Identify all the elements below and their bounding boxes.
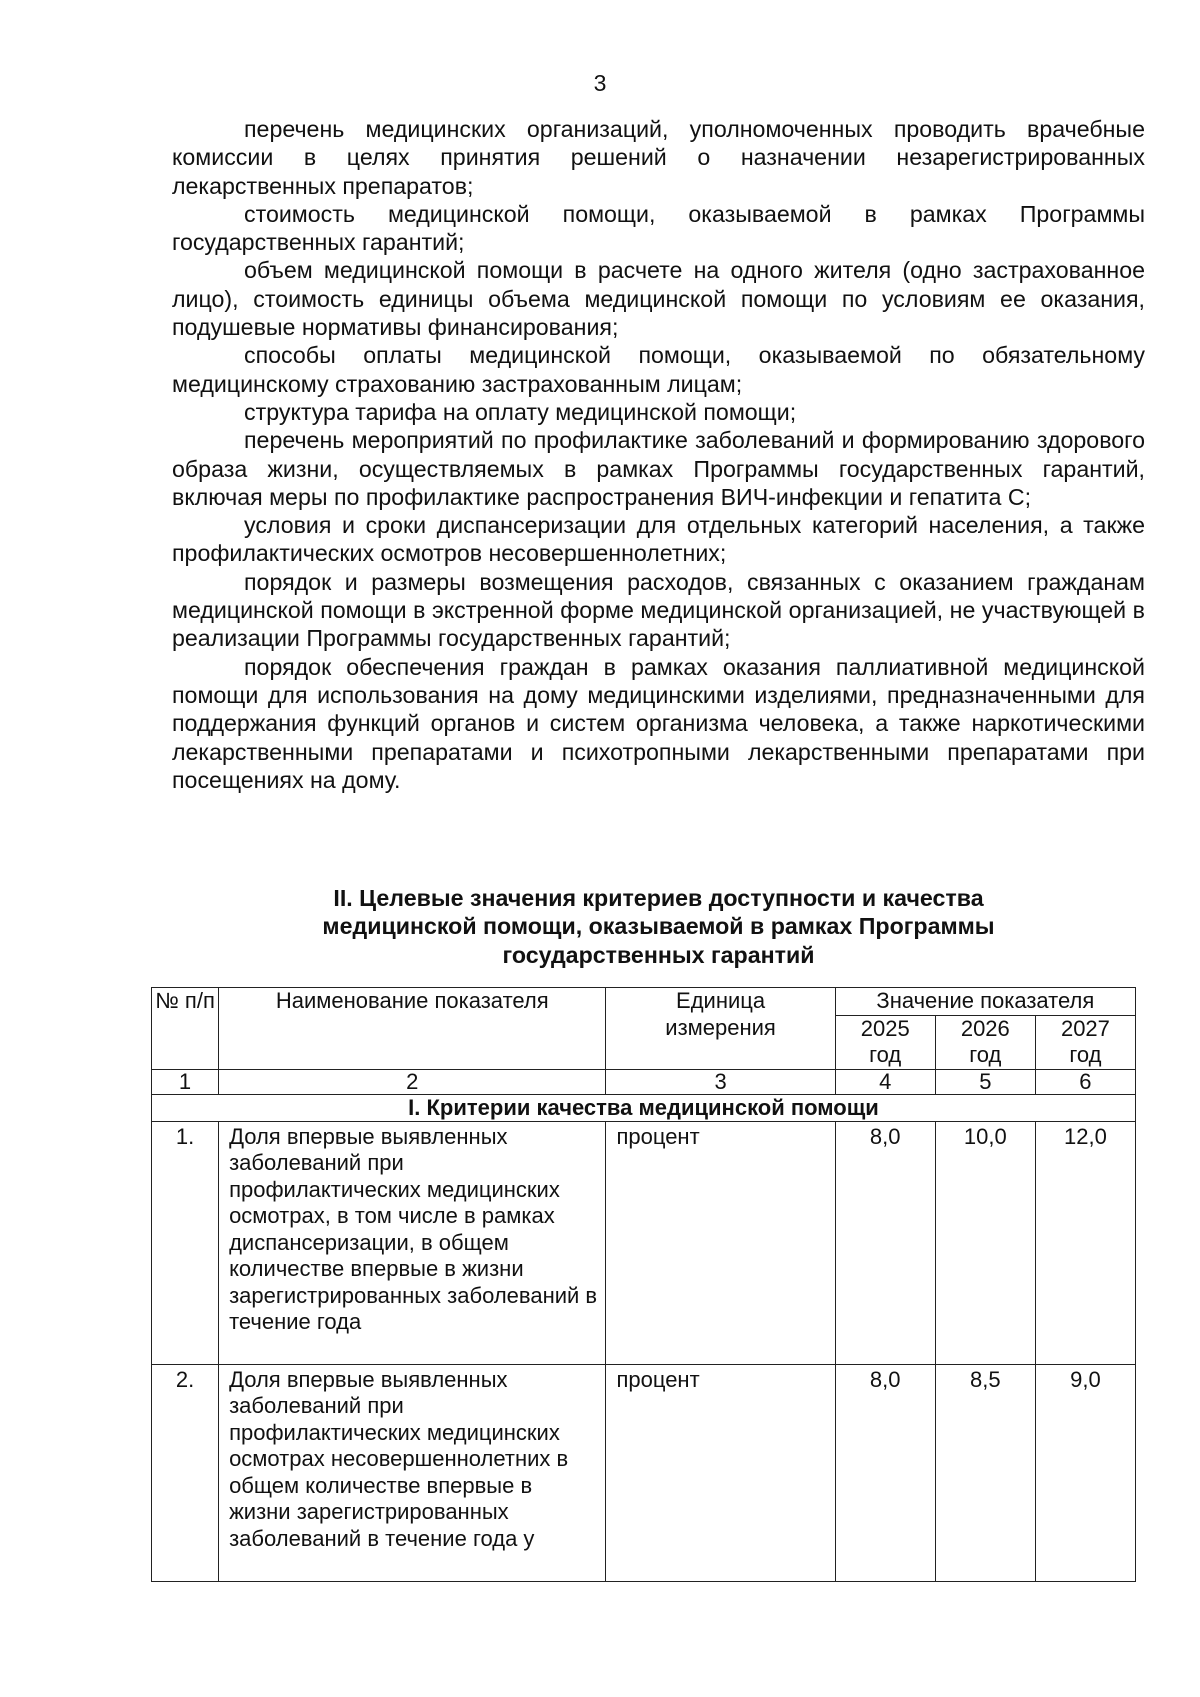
row-value-2025: 8,0 xyxy=(835,1364,935,1581)
section-title-line: медицинской помощи, оказываемой в рамках Программы xyxy=(322,913,995,940)
row-value-2025: 8,0 xyxy=(835,1121,935,1364)
row-name: Доля впервые выявленных заболеваний при профилактических медицинских осмотрах, в том числе в рамках диспансеризации, в общем количестве впервые в жизни зарегистрированных заболеваний в течение года xyxy=(219,1121,606,1364)
section-title xyxy=(172,884,1145,969)
column-index: 2 xyxy=(219,1069,606,1094)
paragraph-dispensarization: условия и сроки диспансеризации для отдельных категорий населения, а также профилактических осмотров несовершеннолетних; xyxy=(172,512,1145,567)
header-year-2025: 2025 год xyxy=(835,1015,935,1069)
column-index: 6 xyxy=(1035,1069,1135,1094)
header-num: № п/п xyxy=(152,988,219,1070)
criteria-table xyxy=(151,987,1136,1582)
paragraph-care-cost: стоимость медицинской помощи, оказываемой в рамках Программы государственных гарантий; xyxy=(172,200,1145,256)
paragraph-tariff-structure: структура тарифа на оплату медицинской помощи; xyxy=(244,398,797,425)
table-row xyxy=(152,1364,1136,1581)
paragraph-care-volume: объем медицинской помощи в расчете на одного жителя (одно застрахованное лицо), стоимость единицы объема медицинской помощи по условиям ее оказания, подушевые нормативы финансирования; xyxy=(172,257,1145,341)
table-header-row xyxy=(152,988,1136,1016)
section-title-line: государственных гарантий xyxy=(502,941,815,968)
header-unit: Единица измерения xyxy=(606,988,835,1070)
row-value-2027: 12,0 xyxy=(1035,1121,1135,1364)
page-number: 3 xyxy=(593,70,607,96)
section-title-line: II. Целевые значения критериев доступности и качества xyxy=(333,885,984,911)
column-index: 4 xyxy=(835,1069,935,1094)
paragraph-palliative-care: порядок обеспечения граждан в рамках оказания паллиативной медицинской помощи для использования на дому медицинскими изделиями, предназначенными для поддержания функций органов и систем организма человека, а также наркотическими лекарственными препаратами и психотропными лекарственными препаратами при посещениях на дому. xyxy=(172,653,1145,793)
row-value-2026: 8,5 xyxy=(935,1364,1035,1581)
row-num: 2. xyxy=(152,1364,219,1581)
header-year-2027: 2027 год xyxy=(1035,1015,1135,1069)
row-value-2026: 10,0 xyxy=(935,1121,1035,1364)
paragraph-prevention-measures: перечень мероприятий по профилактике заболеваний и формированию здорового образа жизни, осуществляемых в рамках Программы государственных гарантий, включая меры по профилактике распространения ВИЧ-инфекции и гепатита С; xyxy=(172,427,1145,510)
row-unit: процент xyxy=(606,1121,835,1364)
group-row xyxy=(152,1094,1136,1121)
header-value: Значение показателя xyxy=(835,988,1135,1016)
row-num: 1. xyxy=(152,1121,219,1364)
column-index: 3 xyxy=(606,1069,835,1094)
column-index: 5 xyxy=(935,1069,1035,1094)
table-row xyxy=(152,1121,1136,1364)
row-name: Доля впервые выявленных заболеваний при профилактических медицинских осмотрах несовершеннолетних в общем количестве впервые в жизни зарегистрированных заболеваний в течение года у xyxy=(219,1364,606,1581)
header-year-2026: 2026 год xyxy=(935,1015,1035,1069)
column-index: 1 xyxy=(152,1069,219,1094)
column-index-row xyxy=(152,1069,1136,1094)
row-unit: процент xyxy=(606,1364,835,1581)
body-text xyxy=(172,115,1145,794)
paragraph-reimbursement: порядок и размеры возмещения расходов, связанных с оказанием гражданам медицинской помощи в экстренной форме медицинской организацией, не участвующей в реализации Программы государственных гарантий; xyxy=(172,568,1145,652)
paragraph-payment-methods: способы оплаты медицинской помощи, оказываемой по обязательному медицинскому страхованию застрахованным лицам; xyxy=(172,342,1145,397)
header-name: Наименование показателя xyxy=(219,988,606,1070)
row-value-2027: 9,0 xyxy=(1035,1364,1135,1581)
group-title: I. Критерии качества медицинской помощи xyxy=(152,1094,1136,1121)
paragraph-med-organizations: перечень медицинских организаций, уполномоченных проводить врачебные комиссии в целях принятия решений о назначении незарегистрированных лекарственных препаратов; xyxy=(172,116,1145,199)
